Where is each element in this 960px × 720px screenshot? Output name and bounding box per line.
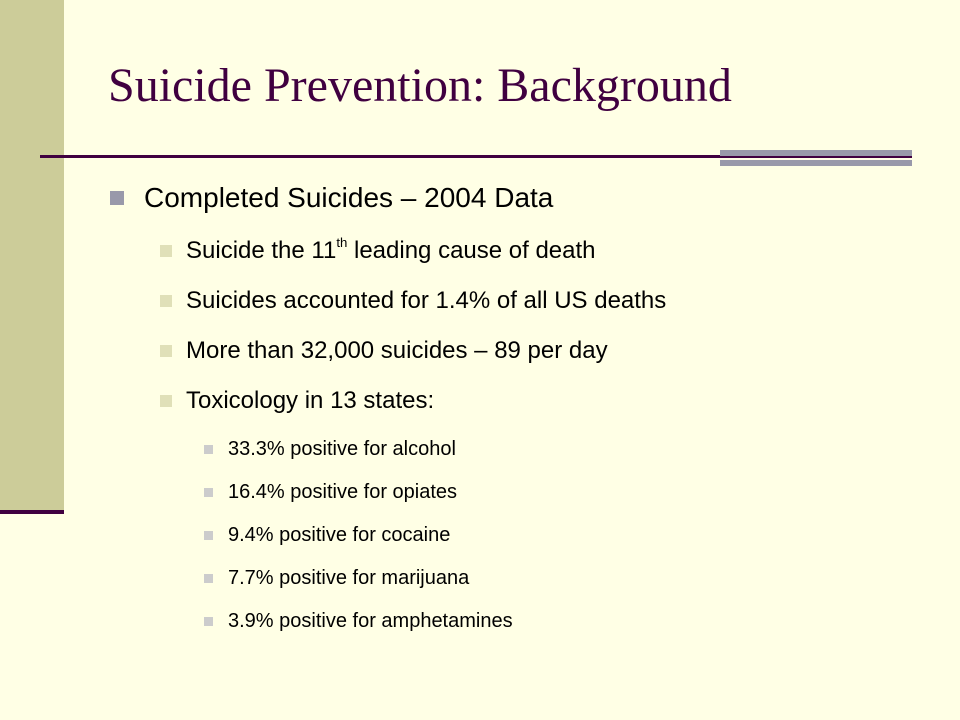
bullet-heading xyxy=(110,178,930,218)
tox-item xyxy=(110,607,930,635)
rank-text-prefix: Suicide the 11 xyxy=(186,237,337,264)
bullet-rank xyxy=(110,234,930,268)
bullet-share xyxy=(110,284,930,318)
bullet-square-icon xyxy=(160,245,172,257)
title-accent-bar-lower xyxy=(720,160,912,166)
tox-item-text: 16.4% positive for opiates xyxy=(228,481,458,503)
bullet-square-icon xyxy=(204,445,213,454)
bullet-square-icon xyxy=(160,345,172,357)
bullet-square-icon xyxy=(160,395,172,407)
bullet-toxicology xyxy=(110,384,930,418)
tox-item-text: 7.7% positive for marijuana xyxy=(228,567,470,589)
tox-item xyxy=(110,478,930,506)
bullet-square-icon xyxy=(204,488,213,497)
bullet-square-icon xyxy=(204,617,213,626)
rank-text-suffix: leading cause of death xyxy=(347,237,596,264)
tox-item-text: 3.9% positive for amphetamines xyxy=(228,610,513,632)
bullet-list xyxy=(110,178,930,635)
tox-item xyxy=(110,564,930,592)
toxicology-heading: Toxicology in 13 states: xyxy=(186,387,435,414)
bullet-count xyxy=(110,334,930,368)
bullet-square-icon xyxy=(160,295,172,307)
sidebar-rule xyxy=(0,510,64,514)
slide-title: Suicide Prevention: Background xyxy=(108,59,732,112)
share-text: Suicides accounted for 1.4% of all US deaths xyxy=(186,287,667,314)
tox-item-text: 9.4% positive for cocaine xyxy=(228,524,451,546)
bullet-square-icon xyxy=(110,191,124,205)
tox-item xyxy=(110,521,930,549)
tox-item xyxy=(110,435,930,463)
heading-text: Completed Suicides – 2004 Data xyxy=(144,182,554,213)
count-text: More than 32,000 suicides – 89 per day xyxy=(186,337,608,364)
left-sidebar-bar xyxy=(0,0,64,512)
bullet-square-icon xyxy=(204,574,213,583)
tox-item-text: 33.3% positive for alcohol xyxy=(228,438,456,460)
title-accent-bar xyxy=(720,150,912,156)
bullet-square-icon xyxy=(204,531,213,540)
rank-ordinal-suffix: th xyxy=(336,235,348,250)
